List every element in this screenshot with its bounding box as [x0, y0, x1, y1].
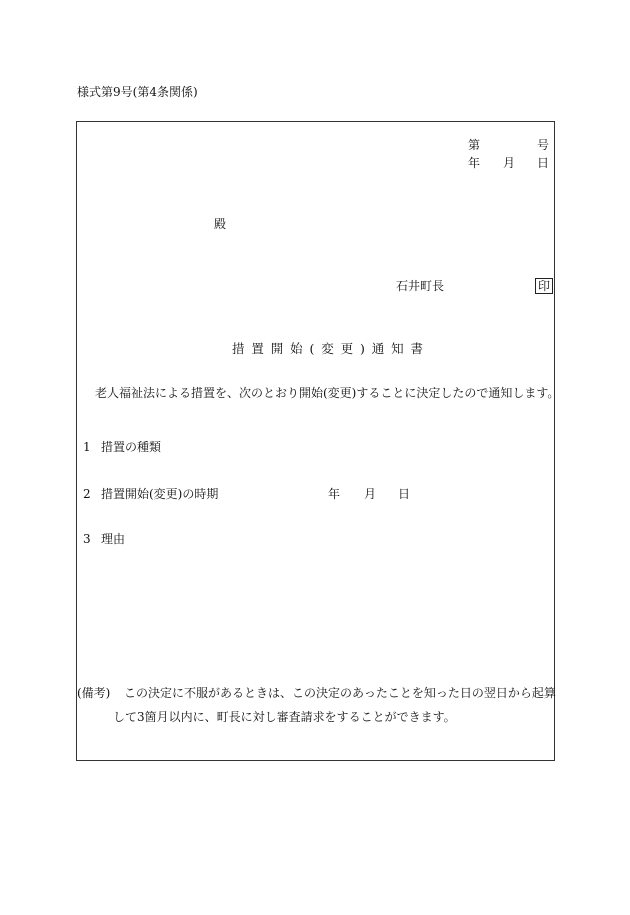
- item-2-month: 月: [364, 487, 377, 501]
- item-2-number: 2: [83, 487, 91, 501]
- note-line-1: この決定に不服があるときは、この決定のあったことを知った日の翌日から起算: [124, 686, 556, 700]
- item-1-label: 措置の種類: [101, 440, 162, 454]
- item-3-label: 理由: [101, 532, 126, 546]
- issuer-title: 石井町長: [396, 279, 445, 293]
- item-3-number: 3: [83, 532, 91, 546]
- note-label: (備考): [77, 686, 111, 700]
- date-month: 月: [503, 156, 516, 170]
- item-2-label: 措置開始(変更)の時期: [101, 487, 219, 501]
- item-1-number: 1: [83, 440, 91, 454]
- item-2-year: 年: [328, 487, 341, 501]
- item-2-day: 日: [398, 487, 411, 501]
- doc-number-prefix: 第: [468, 138, 481, 152]
- form-number: 様式第9号(第4条関係): [77, 85, 198, 99]
- date-year: 年: [468, 156, 481, 170]
- note-line-2: して3箇月以内に、町長に対し審査請求をすることができます。: [113, 710, 456, 724]
- date-day: 日: [537, 156, 550, 170]
- addressee-suffix: 殿: [214, 217, 227, 231]
- seal-mark: 印: [535, 278, 553, 294]
- document-title: 措置開始(変更)通知書: [232, 341, 430, 356]
- doc-number-suffix: 号: [537, 138, 550, 152]
- body-text: 老人福祉法による措置を、次のとおり開始(変更)することに決定したので通知します。: [95, 386, 560, 400]
